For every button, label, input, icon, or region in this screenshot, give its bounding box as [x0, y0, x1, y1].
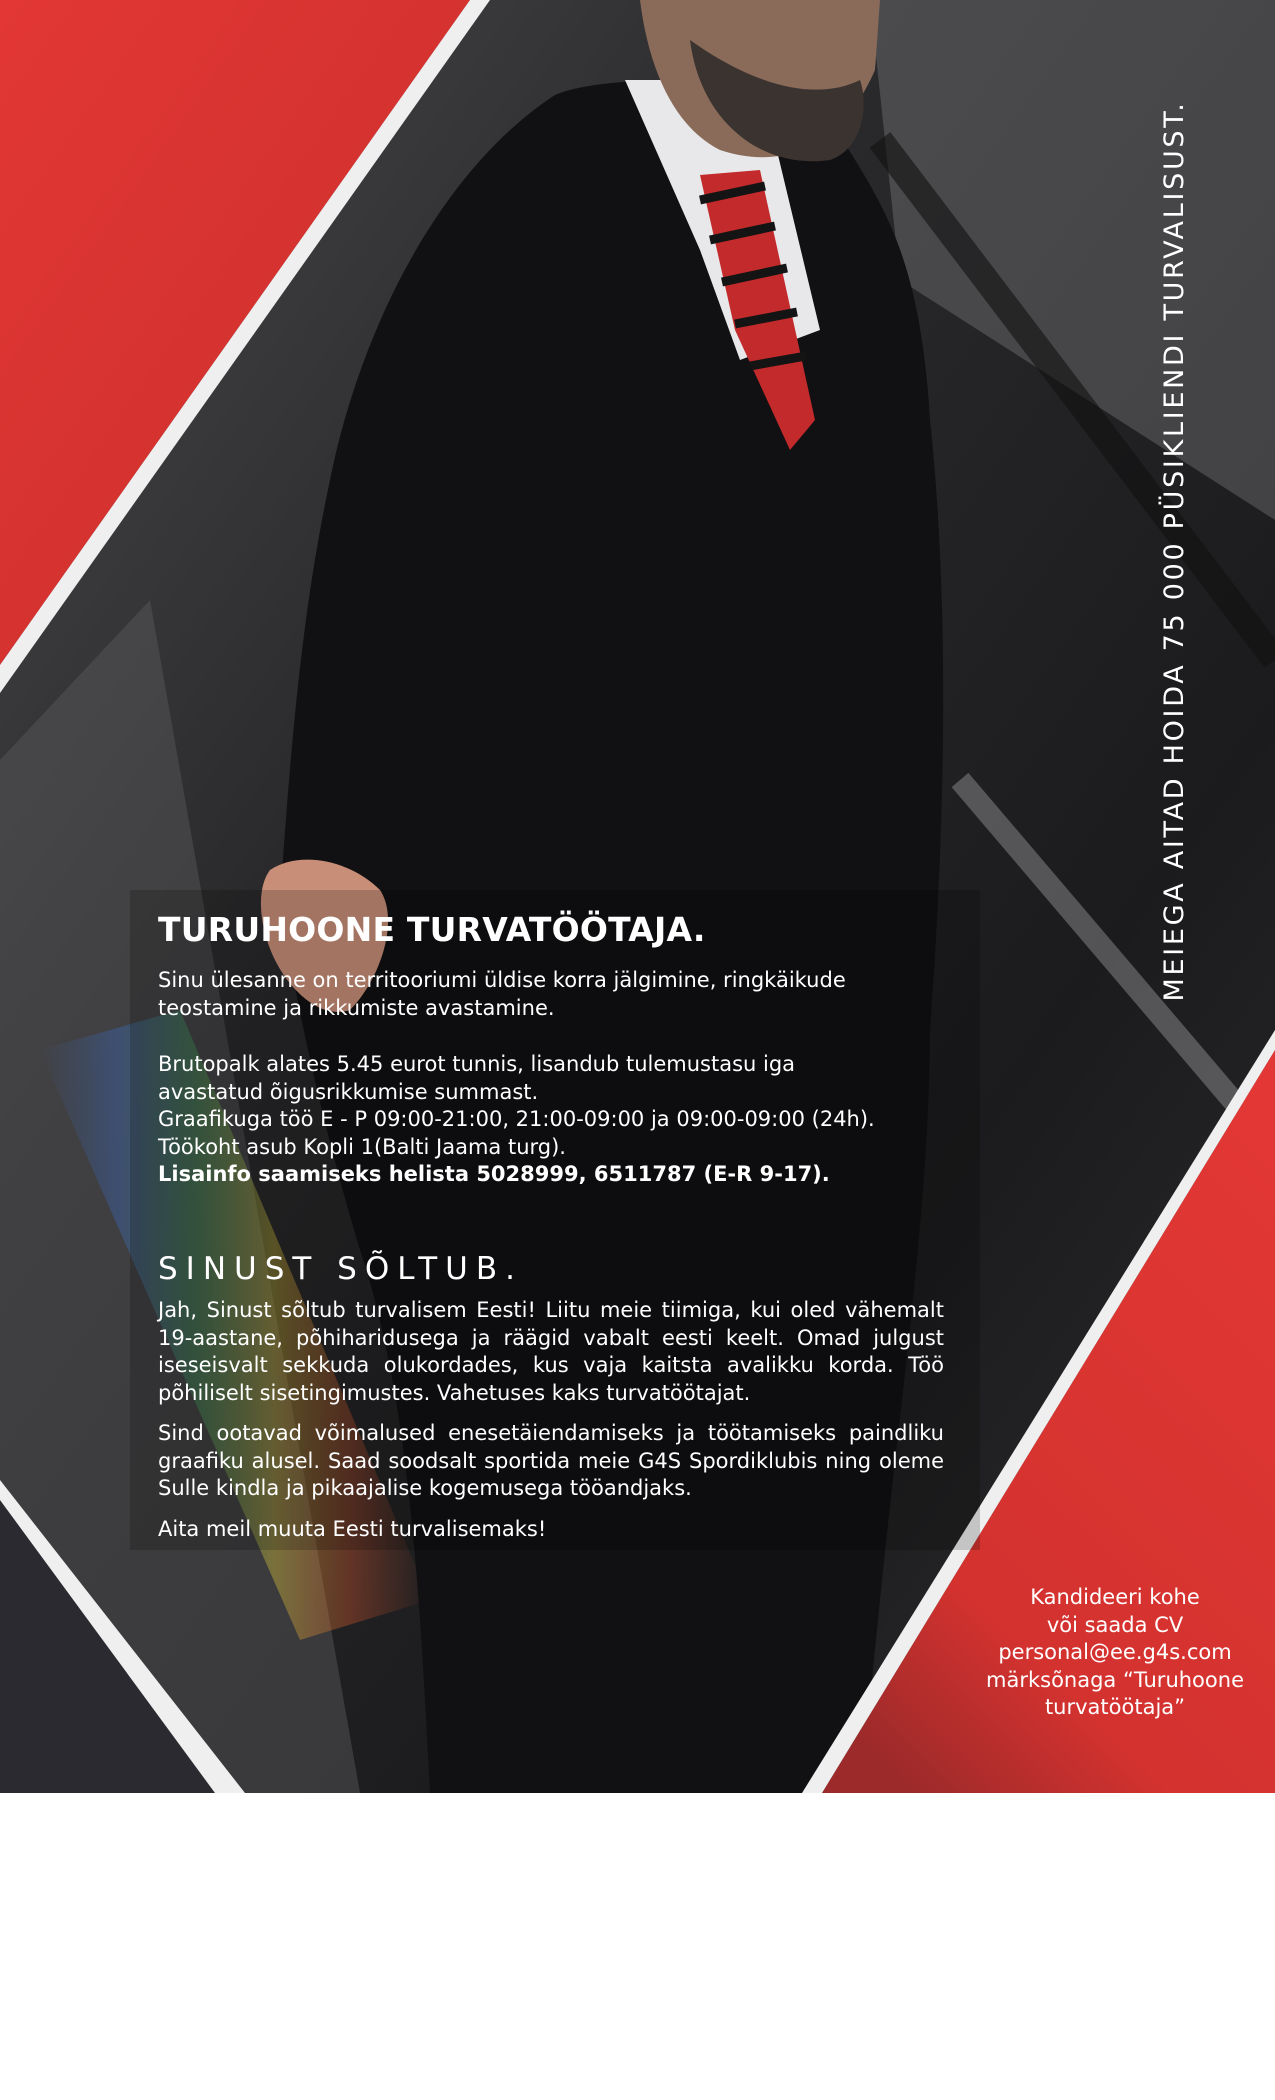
apply-line: turvatöötaja” — [1044, 1695, 1186, 1719]
job-intro: Sinu ülesanne on territooriumi üldise korra jälgimine, ringkäikude teostamine ja rikkumiste avastamine. — [158, 968, 846, 1020]
apply-line: Kandideeri kohe — [1030, 1585, 1200, 1609]
schedule-line: Graafikuga töö E - P 09:00-21:00, 21:00-09:00 ja 09:00-09:00 (24h). — [158, 1107, 875, 1131]
location-line: Töökoht asub Kopli 1(Balti Jaama turg). — [158, 1134, 566, 1159]
apply-email[interactable]: personal@ee.g4s.com — [998, 1640, 1232, 1664]
apply-line: või saada CV — [1046, 1612, 1184, 1637]
vertical-tagline: MEIEGA AITAD HOIDA 75 000 PÜSIKLIENDI TURVALISUST. — [1159, 100, 1190, 1002]
section-body — [158, 1297, 944, 1556]
section-paragraph: Jah, Sinust sõltub turvalisem Eesti! Liitu meie tiimiga, kui oled vähemalt 19-aastane, põhiharidusega ja räägid vabalt eesti keelt. Omad julgust iseseisvalt sekkuda olukordades, kus vaja kaitsta avalikku korda. Töö põhiliselt sisetingimustes. Vahetuses kaks turvatöötajat. — [158, 1298, 944, 1405]
section-heading: SINUST SÕLTUB. — [158, 1251, 523, 1287]
apply-line: märksõnaga “Turuhoone — [986, 1667, 1244, 1692]
apply-info — [975, 1584, 1255, 1722]
salary-line-1: Brutopalk alates 5.45 eurot tunnis, lisandub tulemustasu iga — [158, 1052, 796, 1076]
job-details — [158, 1051, 968, 1189]
contact-info: Lisainfo saamiseks helista 5028999, 6511787 (E-R 9-17). — [158, 1162, 830, 1186]
job-title: TURUHOONE TURVATÖÖTAJA. — [158, 910, 706, 949]
tagline-container — [1150, 86, 1200, 1016]
salary-line-2: avastatud õigusrikkumise summast. — [158, 1079, 539, 1104]
section-paragraph: Aita meil muuta Eesti turvalisemaks! — [158, 1516, 547, 1541]
section-paragraph: Sind ootavad võimalused enesetäiendamiseks ja töötamiseks paindliku graafiku alusel. Saad soodsalt sportida meie G4S Spordiklubis ning oleme Sulle kindla ja pikaajalise kogemusega tööandjaks. — [158, 1421, 944, 1500]
